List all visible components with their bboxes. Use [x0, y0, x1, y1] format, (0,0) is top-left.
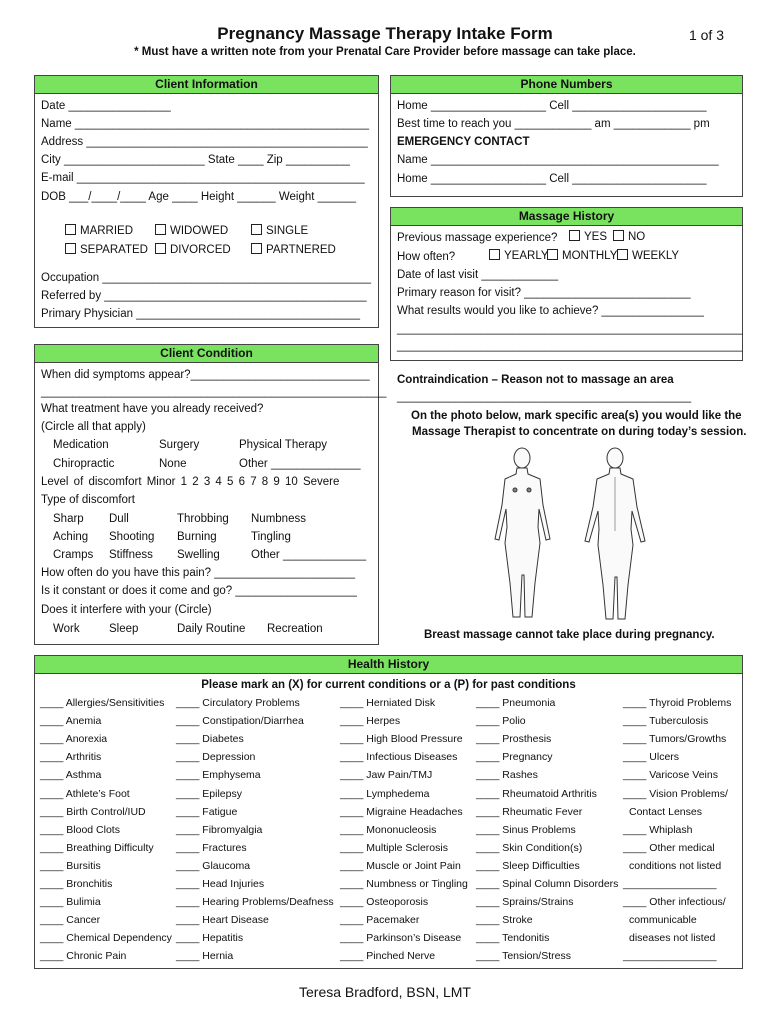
- dob-age-height-weight-field[interactable]: DOB ___/____/____ Age ____ Height ______ Weight ______: [41, 191, 357, 203]
- interfere-label: Does it interfere with your (Circle): [41, 604, 212, 616]
- symptoms-appear-field[interactable]: When did symptoms appear?____________________________: [41, 369, 370, 381]
- client-information-section: [34, 75, 379, 328]
- health-condition-item[interactable]: ____ Hernia: [176, 950, 234, 963]
- emergency-contact-label: EMERGENCY CONTACT: [397, 136, 530, 148]
- type-sharp[interactable]: Sharp: [53, 513, 84, 525]
- city-state-zip-field[interactable]: City ______________________ State ____ Zip __________: [41, 154, 350, 166]
- health-condition-item[interactable]: ____ Hearing Problems/Deafness: [176, 896, 334, 909]
- emergency-name-field[interactable]: Name _____________________________________________: [397, 154, 719, 166]
- type-numbness[interactable]: Numbness: [251, 513, 306, 525]
- massage-history-heading: Massage History: [391, 208, 742, 226]
- health-condition-item[interactable]: ____ Thyroid Problems: [623, 697, 732, 709]
- health-condition-item[interactable]: ____ Herpes: [340, 715, 401, 728]
- health-condition-item[interactable]: ____ Pneumonia: [476, 697, 556, 709]
- health-condition-item[interactable]: ____ Polio: [476, 715, 526, 728]
- health-condition-item[interactable]: ____ Muscle or Joint Pain: [340, 859, 461, 872]
- checkbox-icon: [65, 224, 76, 235]
- health-condition-item[interactable]: ____ Ulcers: [623, 751, 680, 764]
- health-condition-item[interactable]: ____ Numbness or Tingling: [340, 878, 468, 890]
- health-history-instructions: Please mark an (X) for current conditions or a (P) for past conditions: [201, 679, 576, 691]
- health-condition-item[interactable]: ____ Spinal Column Disorders: [476, 878, 619, 890]
- yes-checkbox[interactable]: YES: [569, 230, 607, 243]
- contraindication-field[interactable]: ______________________________________________: [397, 391, 692, 403]
- health-condition-item[interactable]: ____ Tendonitis: [476, 932, 550, 945]
- treatment-physical-therapy[interactable]: Physical Therapy: [239, 439, 327, 451]
- health-condition-item[interactable]: ____ Lymphedema: [340, 787, 430, 800]
- interfere-daily-routine[interactable]: Daily Routine: [177, 623, 246, 635]
- health-condition-item[interactable]: ____ Arthritis: [40, 751, 102, 764]
- health-history-heading: Health History: [35, 656, 742, 674]
- pain-constancy-field[interactable]: Is it constant or does it come and go? ___________________: [41, 585, 357, 597]
- name-field[interactable]: Name ______________________________________________: [41, 118, 370, 130]
- health-condition-item[interactable]: ____ Pinched Nerve: [340, 950, 436, 963]
- type-swelling[interactable]: Swelling: [177, 549, 220, 561]
- health-condition-item[interactable]: ____ Rheumatic Fever: [476, 805, 583, 818]
- client-condition-heading: Client Condition: [35, 345, 378, 363]
- health-condition-item[interactable]: ____ Sinus Problems: [476, 823, 576, 836]
- health-condition-item[interactable]: ____ Sprains/Strains: [476, 896, 574, 909]
- health-history-section: [34, 655, 743, 969]
- type-shooting[interactable]: Shooting: [109, 531, 155, 543]
- type-other[interactable]: Other _____________: [251, 549, 367, 561]
- checkbox-icon: [65, 243, 76, 254]
- back-body-figure: [585, 448, 645, 619]
- circle-all-label: (Circle all that apply): [41, 421, 146, 433]
- health-condition-item[interactable]: ____ Pregnancy: [476, 751, 553, 764]
- health-condition-item[interactable]: ____ Skin Condition(s): [476, 841, 583, 854]
- health-condition-item[interactable]: ____ Parkinson’s Disease: [340, 932, 462, 945]
- pain-frequency-field[interactable]: How often do you have this pain? ______________________: [41, 567, 355, 579]
- checkbox-icon: [617, 249, 628, 260]
- primary-physician-field[interactable]: Primary Physician ___________________________________: [41, 308, 361, 320]
- health-condition-item[interactable]: ________________: [623, 878, 717, 890]
- health-condition-item[interactable]: ____ Rheumatoid Arthritis: [476, 787, 597, 800]
- health-condition-item[interactable]: ____ Herniated Disk: [340, 697, 436, 709]
- interfere-sleep[interactable]: Sleep: [109, 623, 139, 635]
- health-condition-item[interactable]: ____ Hepatitis: [176, 932, 244, 945]
- health-condition-item[interactable]: ____ Glaucoma: [176, 859, 251, 872]
- health-condition-item[interactable]: ____ Heart Disease: [176, 914, 269, 927]
- health-condition-item[interactable]: ____ Mononucleosis: [340, 823, 437, 836]
- health-condition-item[interactable]: ____ Chemical Dependency: [40, 932, 172, 945]
- health-condition-item[interactable]: ____ Epilepsy: [176, 787, 242, 800]
- emergency-home-cell-field[interactable]: Home __________________ Cell _____________________: [397, 173, 707, 185]
- discomfort-level-scale[interactable]: Level of discomfort Minor 1 2 3 4 5 6 7 8 9 10 Severe: [41, 476, 340, 488]
- separated-checkbox[interactable]: SEPARATED: [65, 243, 148, 256]
- checkbox-icon: [569, 230, 580, 241]
- checkbox-icon: [155, 224, 166, 235]
- health-condition-item[interactable]: ____ Migraine Headaches: [340, 805, 463, 818]
- health-condition-item[interactable]: ____ Jaw Pain/TMJ: [340, 769, 433, 782]
- interfere-recreation[interactable]: Recreation: [267, 623, 323, 635]
- health-condition-item[interactable]: ____ Varicose Veins: [623, 769, 718, 782]
- health-condition-item[interactable]: ____ Fractures: [176, 841, 247, 854]
- address-field[interactable]: Address ____________________________________________: [41, 136, 368, 148]
- health-condition-item[interactable]: ____ Depression: [176, 751, 256, 764]
- divorced-checkbox[interactable]: DIVORCED: [155, 243, 231, 256]
- widowed-checkbox[interactable]: WIDOWED: [155, 224, 228, 237]
- checkbox-icon: [489, 249, 500, 260]
- type-throbbing[interactable]: Throbbing: [177, 513, 229, 525]
- type-stiffness[interactable]: Stiffness: [109, 549, 153, 561]
- health-condition-item[interactable]: ____ Prosthesis: [476, 733, 552, 746]
- single-checkbox[interactable]: SINGLE: [251, 224, 308, 237]
- health-condition-item[interactable]: ____ Breathing Difficulty: [40, 841, 154, 854]
- health-condition-item[interactable]: ____ Tension/Stress: [476, 950, 571, 963]
- health-condition-item[interactable]: Contact Lenses: [629, 805, 702, 818]
- body-diagram[interactable]: [480, 443, 670, 623]
- referred-by-field[interactable]: Referred by _________________________________________: [41, 290, 367, 302]
- checkbox-icon: [547, 249, 558, 260]
- phone-numbers-heading: Phone Numbers: [391, 76, 742, 94]
- health-condition-item[interactable]: communicable: [629, 914, 697, 927]
- therapist-signature-line: Teresa Bradford, BSN, LMT: [299, 984, 471, 1000]
- desired-results-line-2[interactable]: ______________________________________________________: [397, 323, 743, 335]
- health-condition-item[interactable]: ____ Infectious Diseases: [340, 751, 458, 764]
- health-condition-item[interactable]: ____ Head Injuries: [176, 878, 265, 890]
- occupation-field[interactable]: Occupation __________________________________________: [41, 272, 371, 284]
- health-condition-item[interactable]: ____ Diabetes: [176, 733, 244, 746]
- health-condition-item[interactable]: ____ Asthma: [40, 769, 102, 782]
- last-visit-field[interactable]: Date of last visit ____________: [397, 269, 559, 281]
- provider-note-notice: * Must have a written note from your Prenatal Care Provider before massage can take place.: [134, 46, 636, 58]
- health-condition-item[interactable]: ____ Multiple Sclerosis: [340, 841, 448, 854]
- checkbox-icon: [155, 243, 166, 254]
- health-condition-item[interactable]: ____ Anemia: [40, 715, 102, 728]
- monthly-checkbox[interactable]: MONTHLY: [547, 249, 617, 262]
- form-title: Pregnancy Massage Therapy Intake Form: [217, 24, 553, 43]
- health-condition-item[interactable]: ____ Blood Clots: [40, 823, 120, 836]
- health-condition-item[interactable]: ____ Constipation/Diarrhea: [176, 715, 304, 728]
- health-condition-item[interactable]: ____ Athlete’s Foot: [40, 787, 130, 800]
- page-number: 1 of 3: [688, 27, 724, 43]
- desired-results-line-3[interactable]: ______________________________________________________: [397, 340, 743, 352]
- treatment-surgery[interactable]: Surgery: [159, 439, 200, 451]
- treatment-chiropractic[interactable]: Chiropractic: [53, 458, 115, 470]
- client-information-heading: Client Information: [35, 76, 378, 94]
- photo-instruction-2: Massage Therapist to concentrate on during today’s session.: [412, 426, 747, 438]
- health-condition-item[interactable]: ____ Vision Problems/: [623, 787, 728, 800]
- breast-massage-note: Breast massage cannot take place during pregnancy.: [424, 629, 715, 641]
- health-condition-item[interactable]: ____ Emphysema: [176, 769, 261, 782]
- date-field[interactable]: Date ________________: [41, 100, 171, 112]
- health-condition-item[interactable]: ____ Rashes: [476, 769, 538, 782]
- health-condition-item[interactable]: ____ Fibromyalgia: [176, 823, 263, 836]
- health-condition-item[interactable]: ____ Whiplash: [623, 823, 693, 836]
- front-body-figure: [495, 448, 550, 617]
- health-condition-item[interactable]: ____ Tuberculosis: [623, 715, 709, 728]
- health-condition-item[interactable]: ____ Bursitis: [40, 859, 101, 872]
- health-condition-item[interactable]: ____ Bronchitis: [40, 878, 113, 890]
- health-condition-item[interactable]: ____ Tumors/Growths: [623, 733, 727, 746]
- health-condition-item[interactable]: ____ Bulimia: [40, 896, 101, 909]
- photo-instruction-1: On the photo below, mark specific area(s) you would like the: [411, 410, 742, 422]
- contraindication-label: Contraindication – Reason not to massage an area: [397, 374, 674, 386]
- no-checkbox[interactable]: NO: [613, 230, 645, 243]
- home-cell-field[interactable]: Home __________________ Cell _____________________: [397, 100, 707, 112]
- health-condition-item[interactable]: ____ High Blood Pressure: [340, 733, 463, 746]
- interfere-work[interactable]: Work: [53, 623, 80, 635]
- health-condition-item[interactable]: ____ Sleep Difficulties: [476, 859, 580, 872]
- health-condition-item[interactable]: ____ Cancer: [40, 914, 101, 927]
- health-condition-item[interactable]: ____ Stroke: [476, 914, 533, 927]
- partnered-checkbox[interactable]: PARTNERED: [251, 243, 336, 256]
- checkbox-icon: [613, 230, 624, 241]
- best-time-field[interactable]: Best time to reach you ____________ am ____________ pm: [397, 118, 710, 130]
- checkbox-icon: [251, 243, 262, 254]
- type-tingling[interactable]: Tingling: [251, 531, 291, 543]
- yearly-checkbox[interactable]: YEARLY: [489, 249, 549, 262]
- checkbox-icon: [251, 224, 262, 235]
- type-cramps[interactable]: Cramps: [53, 549, 94, 561]
- health-condition-item[interactable]: ________________: [623, 950, 717, 963]
- desired-results-field[interactable]: What results would you like to achieve? ________________: [397, 305, 704, 317]
- health-condition-item[interactable]: ____ Pacemaker: [340, 914, 420, 927]
- previous-experience-label: Previous massage experience?: [397, 232, 558, 244]
- treatment-received-label: What treatment have you already received?: [41, 403, 264, 415]
- health-condition-item[interactable]: ____ Anorexia: [40, 733, 108, 746]
- massage-history-section: [390, 207, 743, 361]
- health-condition-item[interactable]: ____ Circulatory Problems: [176, 697, 300, 709]
- type-burning[interactable]: Burning: [177, 531, 217, 543]
- how-often-label: How often?: [397, 251, 456, 263]
- health-condition-item[interactable]: diseases not listed: [629, 932, 716, 945]
- treatment-medication[interactable]: Medication: [53, 439, 109, 451]
- client-condition-section: [34, 344, 387, 645]
- health-condition-item[interactable]: ____ Other medical: [623, 841, 715, 854]
- weekly-checkbox[interactable]: WEEKLY: [617, 249, 679, 262]
- treatment-none[interactable]: None: [159, 458, 187, 470]
- discomfort-type-label: Type of discomfort: [41, 494, 135, 506]
- health-condition-item[interactable]: ____ Chronic Pain: [40, 950, 127, 963]
- health-condition-item[interactable]: ____ Osteoporosis: [340, 896, 429, 909]
- type-aching[interactable]: Aching: [53, 531, 89, 543]
- health-condition-item[interactable]: conditions not listed: [629, 859, 722, 872]
- type-dull[interactable]: Dull: [109, 513, 129, 525]
- health-condition-item[interactable]: ____ Fatigue: [176, 805, 238, 818]
- married-checkbox[interactable]: MARRIED: [65, 224, 133, 237]
- phone-numbers-section: [390, 75, 743, 197]
- health-condition-item[interactable]: ____ Other infectious/: [623, 896, 726, 909]
- health-condition-item[interactable]: ____ Allergies/Sensitivities: [40, 697, 165, 709]
- symptoms-appear-line-2[interactable]: ______________________________________________________: [41, 386, 387, 398]
- primary-reason-field[interactable]: Primary reason for visit? __________________________: [397, 287, 691, 299]
- email-field[interactable]: E-mail _____________________________________________: [41, 172, 365, 184]
- treatment-other[interactable]: Other ______________: [239, 458, 361, 470]
- health-condition-item[interactable]: ____ Birth Control/IUD: [40, 805, 146, 818]
